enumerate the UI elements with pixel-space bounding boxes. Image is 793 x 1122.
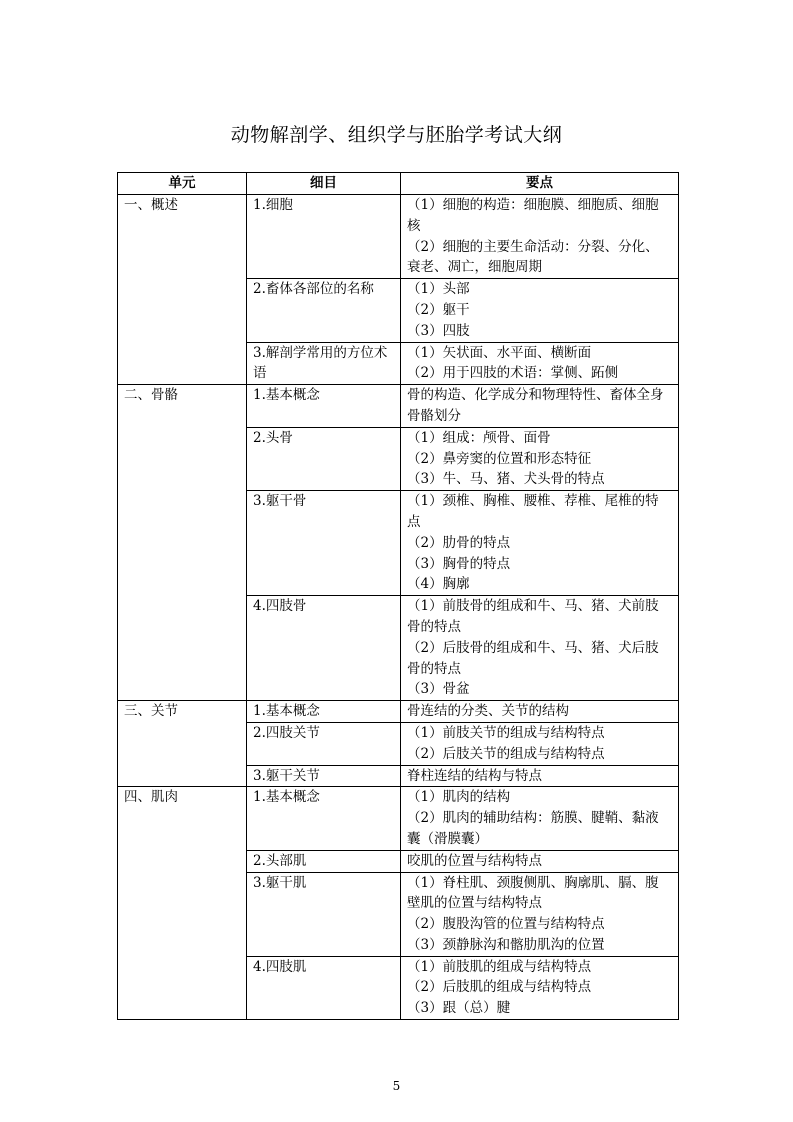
table-row bbox=[118, 701, 679, 723]
point-line: （1）组成：颅骨、面骨 bbox=[407, 429, 551, 446]
points-cell bbox=[401, 491, 679, 596]
point-line: （3）胸骨的特点 bbox=[407, 555, 511, 572]
table-body bbox=[118, 195, 679, 1020]
page-title: 动物解剖学、组织学与胚胎学考试大纲 bbox=[230, 124, 563, 146]
syllabus-table bbox=[117, 172, 679, 1020]
points-cell bbox=[401, 427, 679, 490]
item-cell: 1.细胞 bbox=[247, 195, 401, 279]
point-line: （1）头部 bbox=[407, 281, 470, 298]
table-row bbox=[118, 195, 679, 279]
point-line: （2）细胞的主要生命活动：分裂、分化、衰老、凋亡，细胞周期 bbox=[407, 238, 659, 276]
item-cell: 3.躯干关节 bbox=[247, 765, 401, 787]
points-cell bbox=[401, 701, 679, 723]
points-cell bbox=[401, 385, 679, 428]
item-cell: 2.头部肌 bbox=[247, 850, 401, 872]
point-line: 骨连结的分类、关节的结构 bbox=[407, 703, 569, 720]
point-line: （2）后肢关节的组成与结构特点 bbox=[407, 745, 605, 762]
points-cell bbox=[401, 765, 679, 787]
item-cell: 1.基本概念 bbox=[247, 701, 401, 723]
point-line: （2）用于四肢的术语：掌侧、跖侧 bbox=[407, 365, 619, 382]
unit-cell: 四、肌肉 bbox=[118, 787, 247, 1020]
point-line: 脊柱连结的结构与特点 bbox=[407, 767, 542, 784]
points-cell bbox=[401, 596, 679, 701]
point-line: （1）前肢肌的组成与结构特点 bbox=[407, 958, 592, 975]
point-line: （3）骨盆 bbox=[407, 681, 470, 698]
points-cell bbox=[401, 342, 679, 385]
point-line: （1）颈椎、胸椎、腰椎、荐椎、尾椎的特点 bbox=[407, 493, 659, 530]
point-line: （3）颈静脉沟和髂肋肌沟的位置 bbox=[407, 936, 605, 953]
points-cell bbox=[401, 872, 679, 956]
item-cell: 4.四肢骨 bbox=[247, 596, 401, 701]
points-cell bbox=[401, 850, 679, 872]
point-line: （3）四肢 bbox=[407, 322, 470, 339]
item-cell: 4.四肢肌 bbox=[247, 956, 401, 1019]
point-line: （1）前肢关节的组成与结构特点 bbox=[407, 724, 605, 741]
item-cell: 3.解剖学常用的方位术语 bbox=[247, 342, 401, 385]
points-cell bbox=[401, 279, 679, 342]
point-line: （1）矢状面、水平面、横断面 bbox=[407, 344, 592, 361]
header-item: 细目 bbox=[247, 173, 401, 195]
point-line: （1）细胞的构造：细胞膜、细胞质、细胞核 bbox=[407, 197, 659, 234]
point-line: （3）跟（总）腱 bbox=[407, 1000, 511, 1017]
page-number: 5 bbox=[392, 1079, 401, 1093]
item-cell: 1.基本概念 bbox=[247, 385, 401, 428]
point-line: 骨的构造、化学成分和物理特性、畜体全身骨骼划分 bbox=[407, 387, 664, 424]
point-line: （3）牛、马、猪、犬头骨的特点 bbox=[407, 471, 605, 488]
item-cell: 2.四肢关节 bbox=[247, 722, 401, 765]
item-cell: 1.基本概念 bbox=[247, 787, 401, 850]
point-line: （1）脊柱肌、颈腹侧肌、胸廓肌、膈、腹壁肌的位置与结构特点 bbox=[407, 874, 659, 912]
point-line: （2）后肢骨的组成和牛、马、猪、犬后肢骨的特点 bbox=[407, 639, 659, 677]
points-cell bbox=[401, 722, 679, 765]
point-line: （2）躯干 bbox=[407, 301, 470, 318]
item-cell: 3.躯干骨 bbox=[247, 491, 401, 596]
point-line: （2）肋骨的特点 bbox=[407, 534, 511, 551]
header-points: 要点 bbox=[401, 173, 679, 195]
header-unit: 单元 bbox=[118, 173, 247, 195]
item-cell: 2.头骨 bbox=[247, 427, 401, 490]
point-line: （2）肌肉的辅助结构：筋膜、腱鞘、黏液囊（滑膜囊） bbox=[407, 810, 659, 847]
table-header-row bbox=[118, 173, 679, 195]
point-line: （2）腹股沟管的位置与结构特点 bbox=[407, 916, 605, 933]
unit-cell: 一、概述 bbox=[118, 195, 247, 385]
point-line: 咬肌的位置与结构特点 bbox=[407, 852, 542, 869]
item-cell: 2.畜体各部位的名称 bbox=[247, 279, 401, 342]
points-cell bbox=[401, 956, 679, 1019]
point-line: （4）胸廓 bbox=[407, 576, 470, 593]
item-cell: 3.躯干肌 bbox=[247, 872, 401, 956]
unit-cell: 二、骨骼 bbox=[118, 385, 247, 701]
point-line: （1）前肢骨的组成和牛、马、猪、犬前肢骨的特点 bbox=[407, 598, 659, 635]
table-row bbox=[118, 787, 679, 850]
unit-cell: 三、关节 bbox=[118, 701, 247, 787]
points-cell bbox=[401, 195, 679, 279]
points-cell bbox=[401, 787, 679, 850]
point-line: （1）肌肉的结构 bbox=[407, 789, 511, 806]
point-line: （2）后肢肌的组成与结构特点 bbox=[407, 979, 592, 996]
table-row bbox=[118, 385, 679, 428]
point-line: （2）鼻旁窦的位置和形态特征 bbox=[407, 450, 592, 467]
